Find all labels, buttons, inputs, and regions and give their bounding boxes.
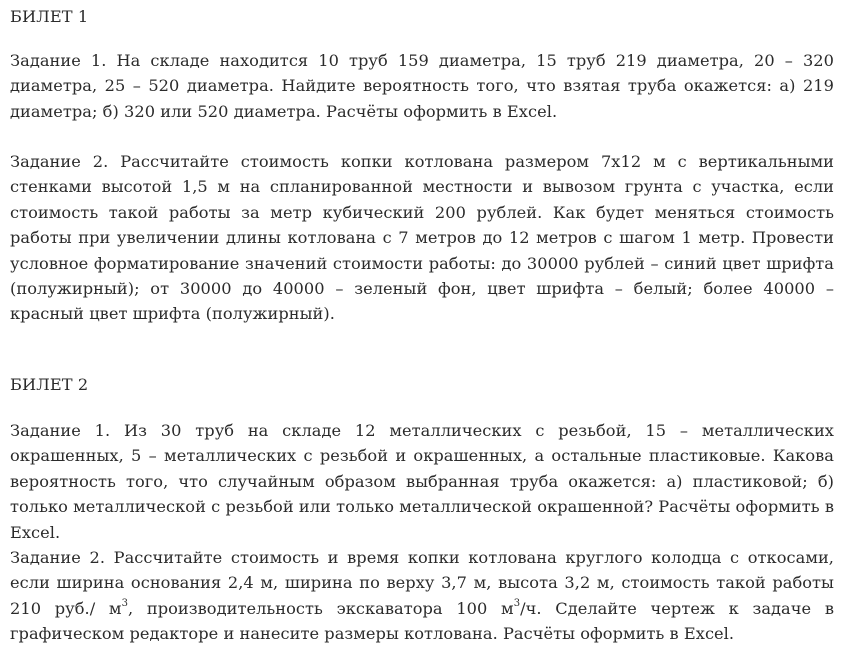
cubic-superscript-1: 3 [121,598,128,610]
ticket-2-task-2-text-a: Задание 2. Рассчитайте стоимость и время копки котлована круглого колодца с откосами, если ширина основания 2,4 м, ширина по верху 3,7 м, высота 3,2 м, стоимость такой работы 210 руб./ м [10,548,834,618]
ticket-2-title: БИЛЕТ 2 [10,375,89,394]
cubic-superscript-2: 3 [513,598,521,610]
ticket-1-task-2: Задание 2. Рассчитайте стоимость копки котлована размером 7х12 м с вертикальными стенками высотой 1,5 м на спланированной местности и вывозом грунта с участка, если стоимость такой работы за метр кубический 200 рублей. Как будет меняться стоимость работы при увеличении длины котлована с 7 метров до 12 метров с шагом 1 метр. Провести условное форматирование значений стоимости работы: до 30000 рублей – синий цвет шрифта (полужирный); от 30000 до 40000 – зеленый фон, цвет шрифта – белый; более 40000 – красный цвет шрифта (полужирный). [10,152,834,324]
ticket-2-task-2 [10,545,834,647]
ticket-2-task-1: Задание 1. Из 30 труб на складе 12 металлических с резьбой, 15 – металлических окрашенных, 5 – металлических с резьбой и окрашенных, а остальные пластиковые. Какова вероятность того, что случайным образом выбранная труба окажется: а) пластиковой; б) только металлической с резьбой или только металлической окрашенной? Расчёты оформить в Excel. [10,421,834,542]
ticket-2-task-2-text-b: , производительность экскаватора 100 м [127,598,514,618]
ticket-1-title: БИЛЕТ 1 [10,7,89,26]
ticket-2-task-2-text-c: /ч. Сделайте чертеж к задаче в графическом редакторе и нанесите размеры котлована. Расчёты оформить в Excel. [10,598,834,644]
ticket-1-task-1: Задание 1. На складе находится 10 труб 159 диаметра, 15 труб 219 диаметра, 20 – 320 диаметра, 25 – 520 диаметра. Найдите вероятность того, что взятая труба окажется: а) 219 диаметра; б) 320 или 520 диаметра. Расчёты оформить в Excel. [10,51,834,121]
